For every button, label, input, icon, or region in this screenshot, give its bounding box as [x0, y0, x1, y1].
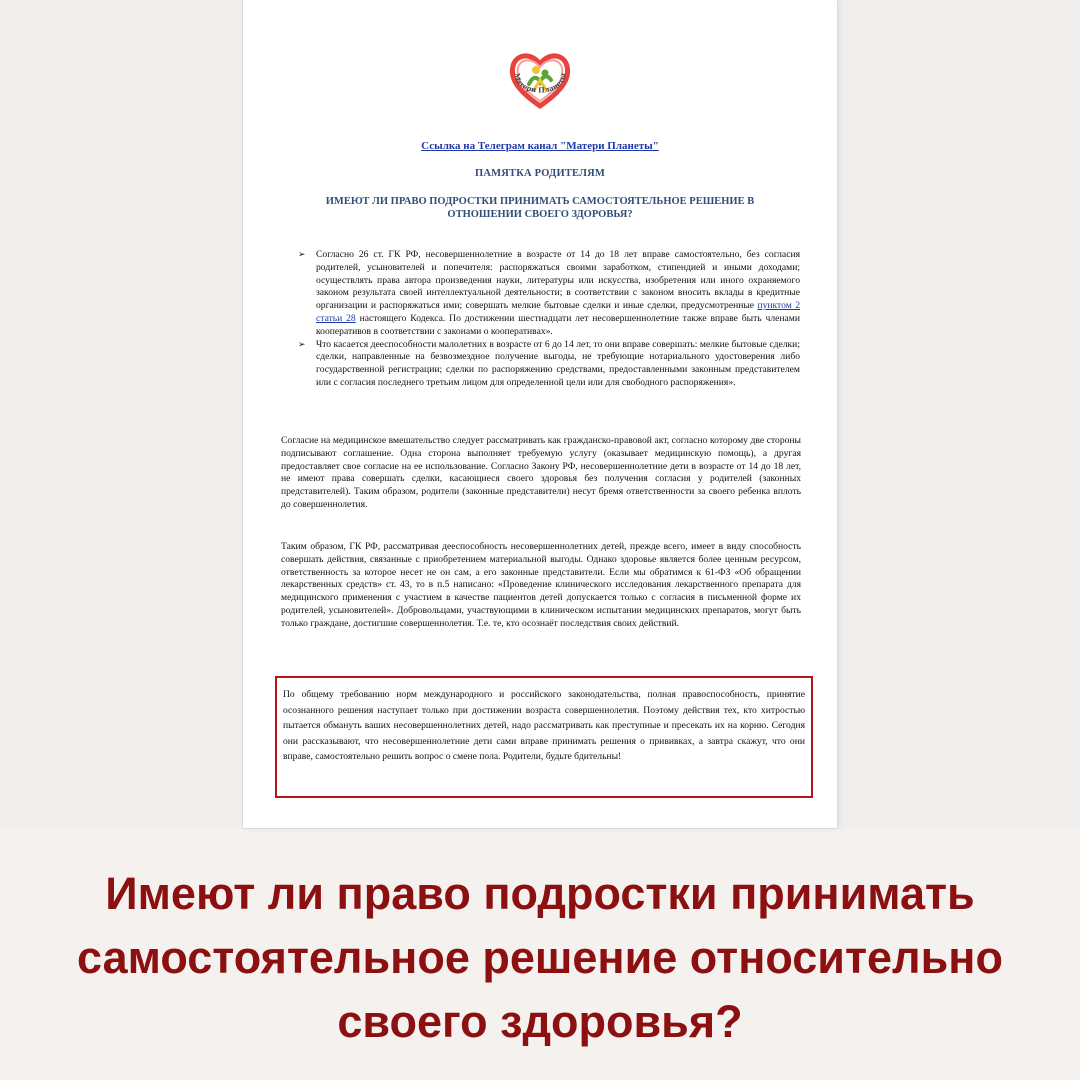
bullet-item-minors-6-14: [298, 339, 800, 390]
logo-caption: Матери Планеты: [512, 72, 568, 95]
paragraph-civil-code: Таким образом, ГК РФ, рассматривая дееспособность несовершеннолетних детей, прежде всего, имеет в виду способность совершать действия, связанные с приобретением материальной выгоды. Однако здоровье является более ценным ресурсом, ответственность за которое несет не он сам, а его законные представители. Если мы обратимся к 61-ФЗ «Об обращении лекарственных средств» ст. 43, то в п.5 написано: «Проведение клинического исследования лекарственного препарата для медицинского применения с участием в качестве пациентов детей допускается только с согласия в письменной форме их родителей, усыновителей». Добровольцами, участвующими в клиническом испытании медицинских препаратов, могут быть только граждане, достигшие совершеннолетия. Т.е. те, кто осознаёт последствия своих действий.: [281, 541, 801, 629]
memo-title: ПАМЯТКА РОДИТЕЛЯМ: [474, 168, 606, 179]
bullet-1-text: Согласно 26 ст. ГК РФ, несовершеннолетние в возрасте от 14 до 18 лет вправе самостоятельно, без согласия родителей, усыновителей и попечителя: распоряжаться своими заработком, стипендией и иными доходами; осуществлять права автора произведения науки, литературы или искусства, изобретения или иного охраняемого законом результата своей интеллектуальной деятельности; в соответствии с законом вносить вклады в кредитные организации и распоряжаться ими; совершать мелкие бытовые сделки и иные сделки, предусмотренные: [316, 249, 800, 312]
bullet-2-text: Что касается дееспособности малолетних в возрасте от 6 до 14 лет, то они вправе совершать: мелкие бытовые сделки; сделки, направленные на безвозмездное получение выгоды, не требующие нотариального удостоверения либо государственной регистрации; сделки по распоряжению средствами, предоставленными законным представителем или с согласия последнего третьим лицом для определенной цели или для свободного распоряжения».: [316, 338, 800, 388]
highlighted-warning-box: [275, 676, 813, 798]
bullet-list: [298, 249, 800, 390]
document-page: [243, 0, 837, 828]
paragraph-medical-consent: Согласие на медицинское вмешательство следует рассматривать как гражданско-правовой акт, согласно которому две стороны подписывают соглашение. Одна сторона выполняет требуемую услугу (оказывает медицинскую помощь), а другая предоставляет свое согласие на ее использование. Согласно Закону РФ, несовершеннолетние дети в возрасте от 14 до 18 лет, не имеют права совершать сделки, касающиеся своего здоровья без получения согласия у родителей (законных представителей). Таким образом, родители (законные представители) несут бремя ответственности за своего ребенка вплоть до совершеннолетия.: [281, 435, 801, 510]
article-28-link[interactable]: пунктом 2 статьи 28: [316, 300, 800, 324]
bullet-1-text-end: настоящего Кодекса. По достижении шестнадцати лет несовершеннолетние также вправе быть членами кооперативов в соответствии с законами о кооперативах».: [316, 312, 800, 337]
telegram-channel-link[interactable]: Ссылка на Телеграм канал "Матери Планеты": [421, 140, 659, 152]
heart-logo-icon: [507, 46, 573, 112]
headline: Имеют ли право подростки принимать самостоятельное решение относительно своего здоровья?: [77, 868, 1003, 1047]
highlighted-warning-text: По общему требованию норм международного и российского законодательства, полная правоспособность, принятие осознанного решения наступает только при достижении возраста совершеннолетия. Поэтому действия тех, кто хитростью пытается обмануть ваших несовершеннолетних детей, надо рассматривать как преступные и пресекать их на корню. Сегодня они рассказывают, что несовершеннолетние дети сами вправе принимать решения о прививках, а завтра скажут, что они вправе, самостоятельно решить вопрос о смене пола. Родители, будьте бдительны!: [283, 689, 805, 762]
question-title: ИМЕЮТ ЛИ ПРАВО ПОДРОСТКИ ПРИНИМАТЬ САМОСТОЯТЕЛЬНОЕ РЕШЕНИЕ В ОТНОШЕНИИ СВОЕГО ЗДОРОВЬЯ?: [325, 196, 755, 220]
bullet-item-minors-14-18: [298, 249, 800, 339]
